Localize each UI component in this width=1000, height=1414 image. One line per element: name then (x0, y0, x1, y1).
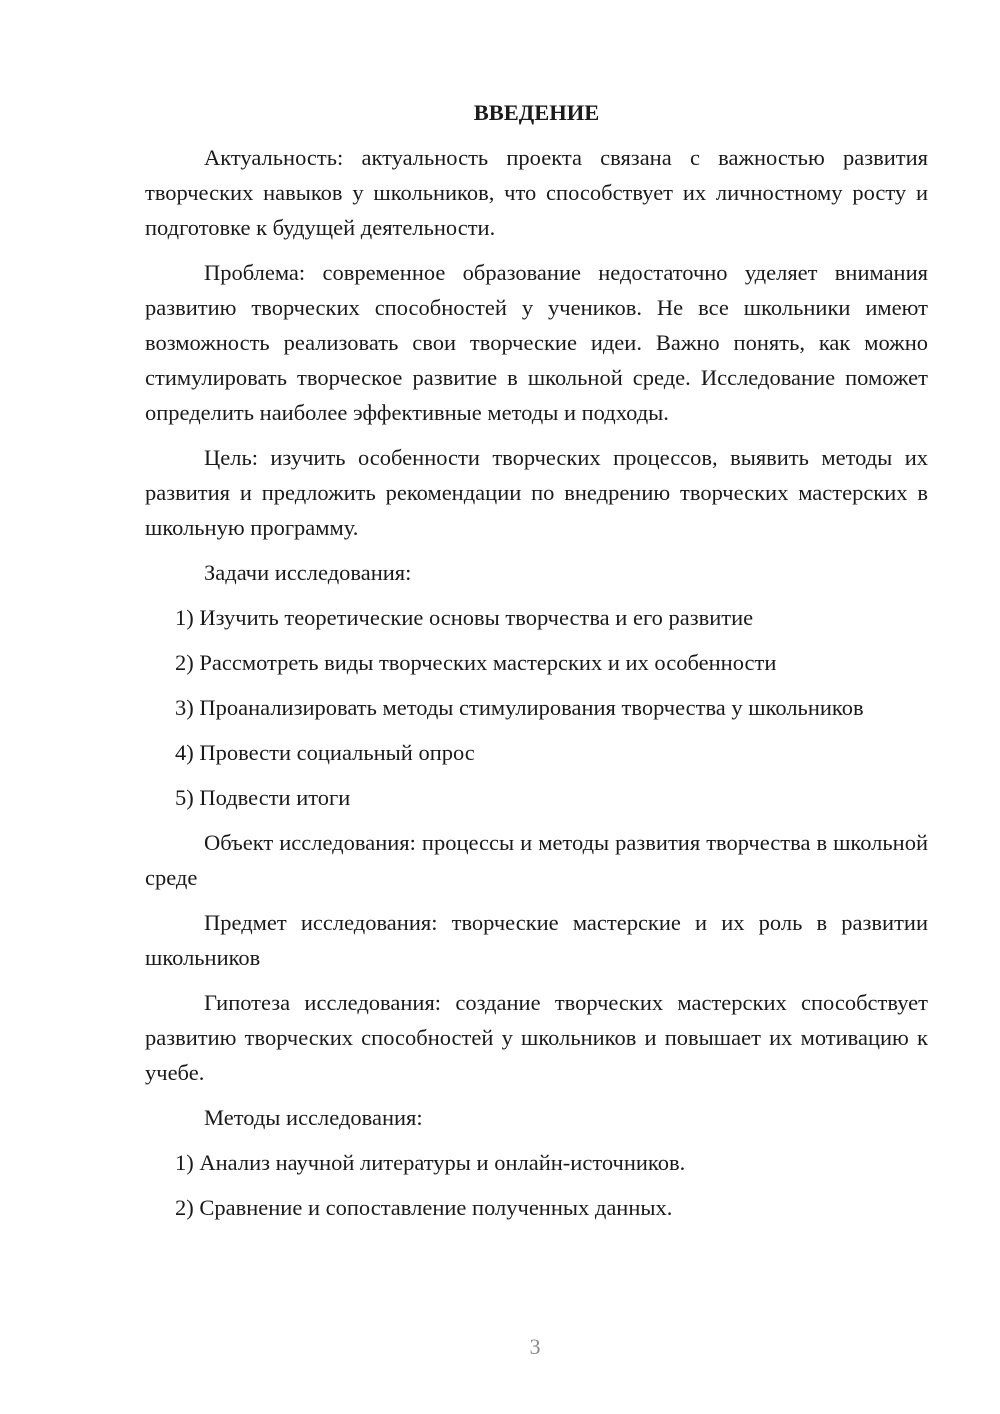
document-page (145, 95, 928, 1235)
task-item: 3) Проанализировать методы стимулирования творчества у школьников (175, 695, 864, 720)
task-item: 1) Изучить теоретические основы творчества и его развитие (175, 605, 754, 630)
problem-paragraph: Проблема: современное образование недостаточно уделяет внимания развитию творческих способностей у учеников. Не все школьники имеют возможность реализовать свои творческие идеи. Важно понять, как можно стимулировать творческое развитие в школьной среде. Исследование поможет определить наиболее эффективные методы и подходы. (145, 260, 928, 425)
task-item: 4) Провести социальный опрос (175, 740, 475, 765)
method-item: 1) Анализ научной литературы и онлайн-источников. (175, 1150, 686, 1175)
goal-paragraph: Цель: изучить особенности творческих процессов, выявить методы их развития и предложить рекомендации по внедрению творческих мастерских в школьную программу. (145, 445, 928, 540)
object-paragraph: Объект исследования: процессы и методы развития творчества в школьной среде (145, 830, 928, 890)
task-item: 5) Подвести итоги (175, 785, 351, 810)
subject-paragraph: Предмет исследования: творческие мастерские и их роль в развитии школьников (145, 910, 928, 970)
hypothesis-paragraph: Гипотеза исследования: создание творческих мастерских способствует развитию творческих способностей у школьников и повышает их мотивацию к учебе. (145, 990, 928, 1085)
page-number: 3 (529, 1334, 541, 1359)
method-item: 2) Сравнение и сопоставление полученных данных. (175, 1195, 673, 1220)
relevance-paragraph: Актуальность: актуальность проекта связана с важностью развития творческих навыков у школьников, что способствует их личностному росту и подготовке к будущей деятельности. (145, 145, 928, 240)
page-title: ВВЕДЕНИЕ (473, 100, 600, 125)
tasks-heading: Задачи исследования: (204, 560, 412, 585)
task-item: 2) Рассмотреть виды творческих мастерских и их особенности (175, 650, 777, 675)
methods-heading: Методы исследования: (204, 1105, 423, 1130)
